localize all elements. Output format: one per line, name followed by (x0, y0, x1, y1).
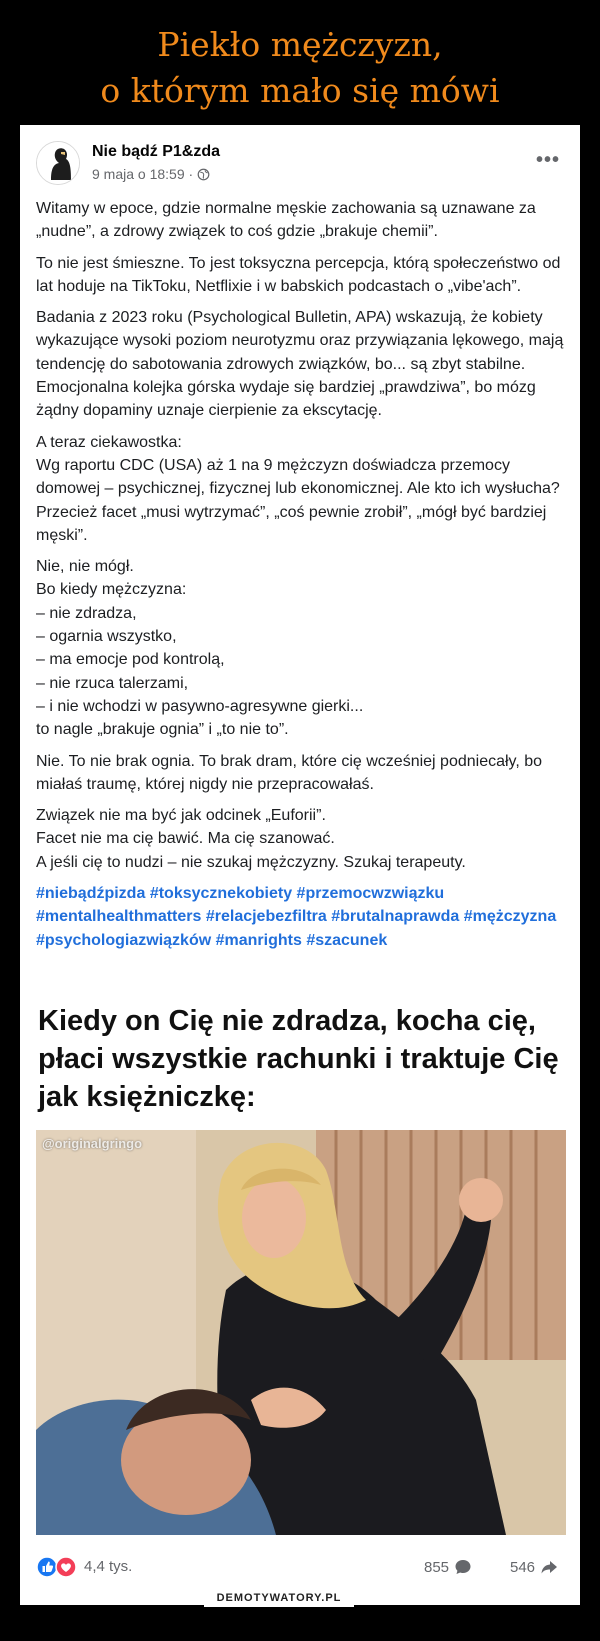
hashtag-link[interactable]: #szacunek (306, 931, 388, 949)
avatar[interactable] (36, 141, 80, 185)
post-header (36, 139, 564, 189)
hashtag-link[interactable]: #manrights (215, 931, 302, 949)
reaction-count[interactable]: 4,4 tys. (84, 1558, 133, 1575)
post-date[interactable]: 9 maja o 18:59 · (92, 166, 194, 182)
meme-image[interactable] (36, 990, 566, 1535)
photo-illustration (36, 1130, 566, 1535)
post-paragraph: A teraz ciekawostka: Wg raportu CDC (USA) aż 1 na 9 mężczyzn doświadcza przemocy domowej – psychicznej, fizycznej lub ekonomicznej. Ale kto ich wysłucha? Przecież facet „musi wytrzymać”, „coś pewnie zrobił”, „mógł być bardziej męski”. (36, 433, 560, 544)
watermark: @originalgringo (42, 1136, 143, 1151)
share-count[interactable] (510, 1558, 558, 1576)
hashtag-link[interactable]: #relacjebezfiltra (205, 908, 327, 926)
avatar-silhouette-icon (37, 142, 80, 185)
post-body (36, 197, 566, 952)
post-paragraph: Badania z 2023 roku (Psychological Bulletin, APA) wskazują, że kobiety wykazujące wysoki poziom neurotyzmu oraz przywiązania lękowego, mają tendencję do sabotowania zdrowych związków, bo... są zbyt stabilne. Emocjonalna kolejka górska wydaje się bardziej „prawdziwa”, bo mózg żądny dopaminy uznaje cierpienie za ekscytację. (36, 309, 564, 420)
hashtag-link[interactable]: #niebądźpizda (36, 885, 146, 903)
post-paragraph: Witamy w epoce, gdzie normalne męskie zachowania są uznawane za „nudne”, a zdrowy związek to coś gdzie „brakuje chemii”. (36, 200, 536, 241)
meme-photo (36, 1130, 566, 1535)
meme-caption: Kiedy on Cię nie zdradza, kocha cię, płaci wszystkie rachunki i traktuje Cię jak księżniczkę: (38, 1005, 559, 1113)
site-title-line1: Piekło mężczyzn, (157, 25, 443, 64)
comment-count[interactable] (424, 1558, 472, 1576)
comment-icon (454, 1558, 472, 1576)
hashtag-link[interactable]: #mężczyzna (463, 908, 557, 926)
post-paragraph: Nie, nie mógł. Bo kiedy mężczyzna: – nie zdradza, – ogarnia wszystko, – ma emocje pod kontrolą, – nie rzuca talerzami, – i nie wchodzi w pasywno-agresywne gierki... to nagle „brakuje ognia” i „to nie to”. (36, 558, 364, 739)
globe-icon (197, 168, 210, 181)
hashtag-link[interactable]: #mentalhealthmatters (36, 908, 202, 926)
hashtag-link[interactable]: #toksycznekobiety (149, 885, 293, 903)
site-title-line2: o którym mało się mówi (100, 71, 500, 110)
share-icon (540, 1558, 558, 1576)
comment-count-label: 855 (424, 1558, 450, 1576)
hashtag-link[interactable]: #psychologiazwiązków (36, 931, 212, 949)
share-count-label: 546 (510, 1558, 536, 1576)
post-card (20, 125, 580, 1605)
reaction-icons[interactable] (36, 1556, 80, 1578)
post-paragraph: Związek nie ma być jak odcinek „Euforii”. Facet nie ma cię bawić. Ma cię szanować. A jeśli cię to nudzi – nie szukaj mężczyzny. Szukaj terapeuty. (36, 807, 466, 871)
more-options-icon[interactable]: ••• (535, 149, 560, 171)
reactions-bar (36, 1553, 566, 1583)
hashtag-link[interactable]: #brutalnaprawda (331, 908, 460, 926)
post-meta (92, 166, 210, 182)
hashtags (36, 882, 566, 952)
post-paragraph: To nie jest śmieszne. To jest toksyczna percepcja, którą społeczeństwo od lat hoduje na TikToku, Netflixie i w babskich podcastach o „vibe'ach”. (36, 254, 561, 295)
hashtag-link[interactable]: #przemocwzwiązku (296, 885, 445, 903)
post-paragraph: Nie. To nie brak ognia. To brak dram, które cię wcześniej podniecały, bo miałaś traumę, której nigdy nie przepracowałaś. (36, 752, 543, 793)
page-name[interactable]: Nie bądź P1&zda (92, 143, 221, 160)
footer-brand: DEMOTYWATORY.PL (204, 1589, 354, 1607)
site-title (0, 22, 600, 114)
